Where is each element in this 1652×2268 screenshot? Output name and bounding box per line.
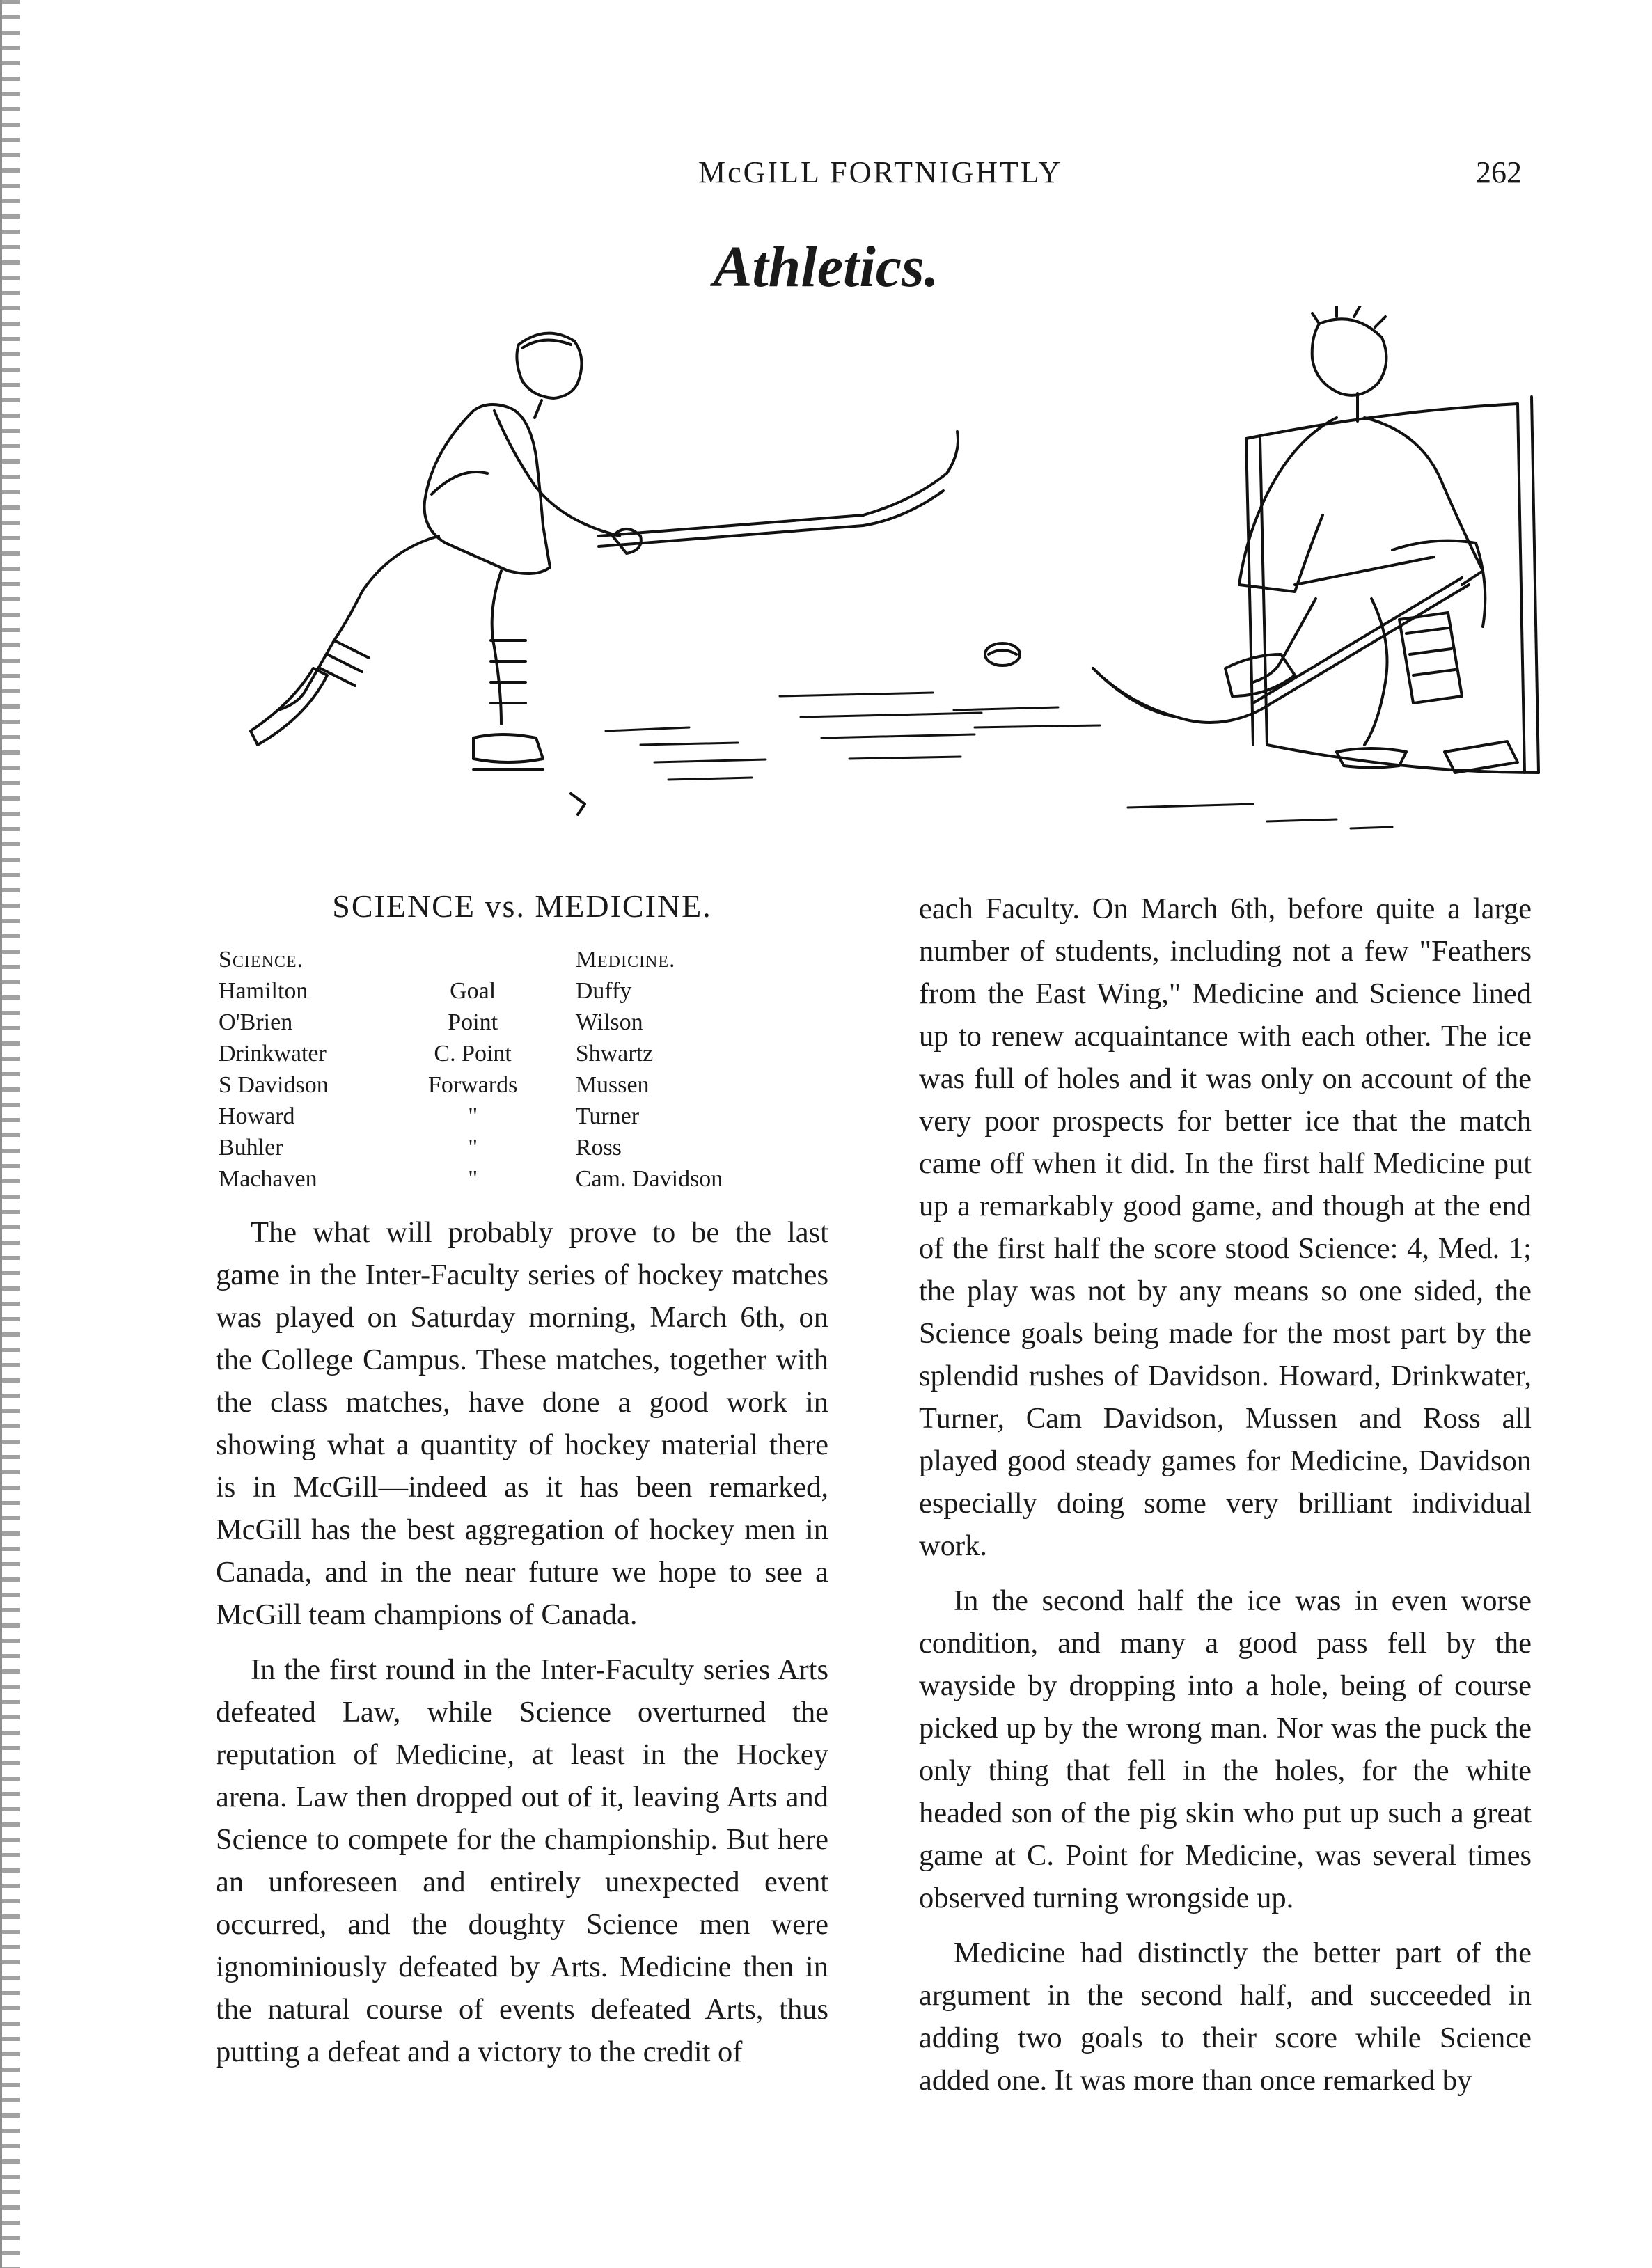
lineup-header-row xyxy=(216,944,828,975)
player-science: Buhler xyxy=(219,1135,283,1160)
lineup-table xyxy=(216,944,828,1195)
player-medicine: Wilson xyxy=(575,1009,643,1035)
lineup-row xyxy=(216,975,828,1007)
running-title: McGILL FORTNIGHTLY xyxy=(698,155,1063,189)
player-medicine: Turner xyxy=(575,1103,640,1129)
team-science-heading: Science. xyxy=(219,947,304,972)
left-paragraph-2: In the first round in the Inter-Faculty series Arts defeated Law, while Science overturned the reputation of Medicine, at least in the Hockey arena. Law then dropped out of it, leaving Arts and Science to compete for the championship. But here an unforeseen and entirely unexpected event occurred, and the doughty Science men were ignominiously defeated by Arts. Medicine then in the natural course of events defeated Arts, thus putting a defeat and a victory to the credit of xyxy=(216,1653,828,2068)
player-position: C. Point xyxy=(434,1041,512,1066)
player-medicine: Ross xyxy=(575,1135,622,1160)
ice-marks xyxy=(606,693,1392,828)
page-header xyxy=(0,155,1652,196)
lineup-row xyxy=(216,1163,828,1195)
right-paragraph-2: In the second half the ice was in even worse condition, and many a good pass fell by the wayside by dropping into a hole, being of course picked up by the wrong man. Nor was the puck the only thing that fell in the holes, for the white headed son of the pig skin who put up such a great game at C. Point for Medicine, was several times observed turning wrongside up. xyxy=(919,1584,1532,1914)
player-science: Hamilton xyxy=(219,978,308,1004)
section-title: Athletics. xyxy=(713,235,939,299)
match-title: SCIENCE vs. MEDICINE. xyxy=(332,888,712,924)
lineup-row xyxy=(216,1069,828,1101)
player-medicine: Shwartz xyxy=(575,1041,654,1066)
team-medicine-heading: Medicine. xyxy=(575,947,676,972)
lineup-row xyxy=(216,1101,828,1132)
player-science: O'Brien xyxy=(219,1009,293,1035)
right-hockey-player xyxy=(1093,306,1518,773)
player-medicine: Cam. Davidson xyxy=(575,1166,723,1192)
player-medicine: Mussen xyxy=(575,1072,650,1098)
player-position: " xyxy=(468,1166,478,1192)
player-position: " xyxy=(468,1103,478,1129)
player-science: Howard xyxy=(219,1103,295,1129)
player-science: Machaven xyxy=(219,1166,317,1192)
hockey-illustration xyxy=(223,306,1566,856)
right-paragraph-1: each Faculty. On March 6th, before quite a large number of students, including not a few "Feathers from the East Wing," Medicine and Science lined up to renew acquaintance with each other. The ice was full of holes and it was only on account of the very poor prospects for better ice that the match came off when it did. In the first half Medicine put up a remarkably good game, and though at the end of the first half the score stood Science: 4, Med. 1; the play was not by any means so one sided, the Science goals being made for the most part by the splendid rushes of Davidson. Howard, Drinkwater, Turner, Cam Davidson, Mussen and Ross all played good steady games for Medicine, Davidson especially doing some very brilliant individual work. xyxy=(919,892,1532,1562)
position-heading xyxy=(398,944,548,975)
lineup-row xyxy=(216,1132,828,1163)
player-position: Point xyxy=(448,1009,498,1035)
player-science: S Davidson xyxy=(219,1072,329,1098)
player-position: " xyxy=(468,1135,478,1160)
player-medicine: Duffy xyxy=(575,978,632,1004)
right-paragraph-3: Medicine had distinctly the better part of the argument in the second half, and succeeded in adding two goals to their score while Science added one. It was more than once remarked by xyxy=(919,1937,1532,2097)
right-column xyxy=(919,888,1532,2114)
lineup-row xyxy=(216,1038,828,1069)
left-paragraph-1: The what will probably prove to be the last game in the Inter-Faculty series of hockey matches was played on Saturday morning, March 6th, on the College Campus. These matches, together with the class matches, have done a good work in showing what a quantity of hockey material there is in McGill—indeed as it has been remarked, McGill has the best aggregation of hockey men in Canada, and in the near future we hope to see a McGill team champions of Canada. xyxy=(216,1216,828,1631)
player-science: Drinkwater xyxy=(219,1041,327,1066)
scan-binding-edge xyxy=(0,0,20,2268)
lineup-row xyxy=(216,1007,828,1038)
left-column xyxy=(216,888,828,2086)
page-number: 262 xyxy=(1476,155,1522,189)
player-position: Goal xyxy=(450,978,496,1004)
goal-net xyxy=(1246,397,1539,773)
left-hockey-player xyxy=(251,333,958,814)
player-position: Forwards xyxy=(427,1072,518,1098)
